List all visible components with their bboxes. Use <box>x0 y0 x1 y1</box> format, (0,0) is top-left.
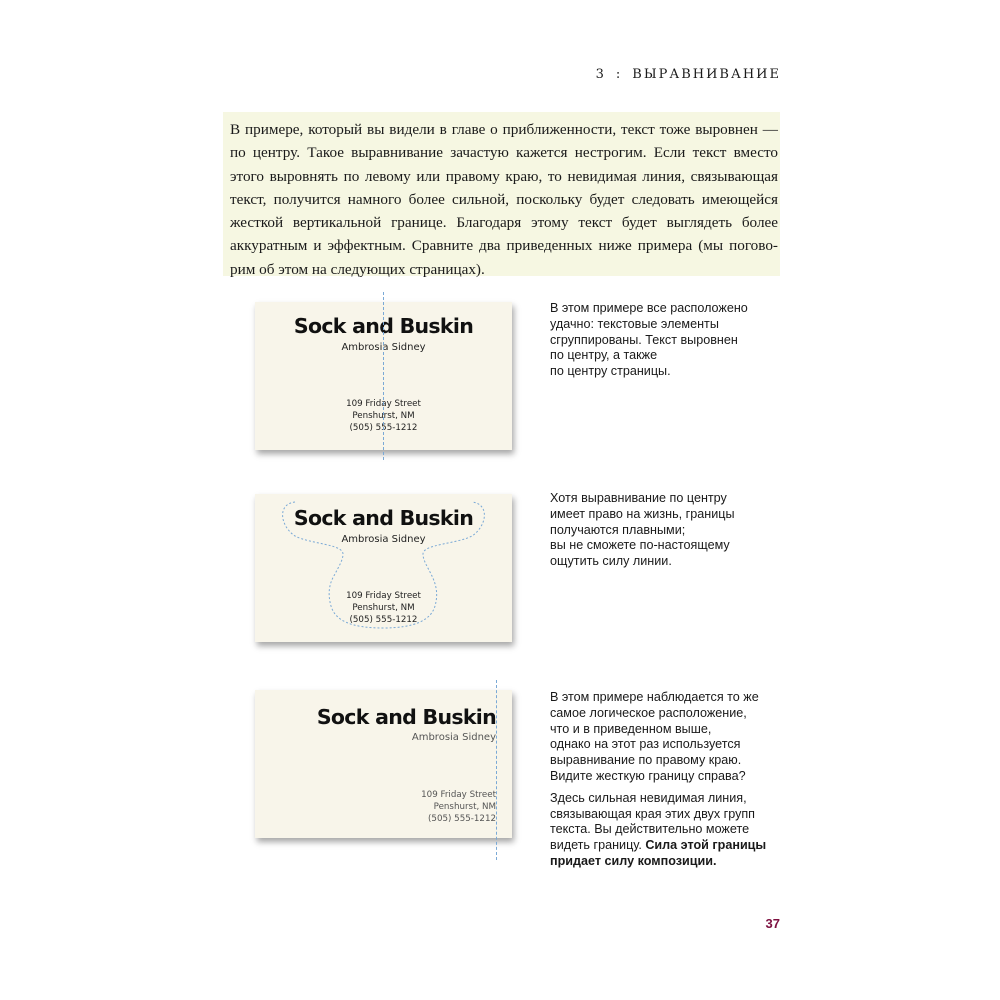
intro-line: жесткой вертикальной границе. Благодаря этому текст будет выглядеть более <box>230 214 778 232</box>
card-name: Ambrosia Sidney <box>341 342 426 353</box>
card-address-line: Penshurst, NM <box>433 802 496 812</box>
card-address-line: Penshurst, NM <box>352 603 415 613</box>
description-line: Видите жесткую границу справа? <box>550 768 746 783</box>
soft-edge-outline <box>255 494 512 642</box>
card-title: Sock and Buskin <box>316 705 496 729</box>
intro-line: по центру. Такое выравнивание зачастую кажется нестрогим. Если текст вместо <box>230 144 778 162</box>
intro-line: текст, получится намного более сильной, поскольку будет следовать имеющейся <box>230 190 778 208</box>
description-line: удачно: текстовые элементы <box>550 316 719 331</box>
description-line: видеть границу. <box>550 838 646 853</box>
description-3 <box>550 690 790 876</box>
card-title: Sock and Buskin <box>293 314 474 338</box>
business-card-soft-edge <box>255 494 512 642</box>
description-line: В этом примере все расположено <box>550 301 748 315</box>
emphasis-text: Сила этой границы <box>645 838 767 853</box>
intro-line: аккуратным и эффектным. Сравните два приведенных ниже примера (мы погово- <box>230 237 778 255</box>
business-card-right-aligned <box>255 690 512 838</box>
chapter-number: 3 <box>595 67 606 82</box>
page-number: 37 <box>765 916 780 931</box>
right-edge-guide-line <box>496 680 497 860</box>
description-line: связывающая края этих двух групп <box>550 806 756 821</box>
center-guide-line <box>383 292 384 460</box>
description-line: сгруппированы. Текст выровнен <box>550 332 738 347</box>
description-line: самое логическое расположение, <box>550 705 747 720</box>
card-address-line: (505) 555-1212 <box>349 423 418 433</box>
card-name: Ambrosia Sidney <box>411 732 496 743</box>
card-address-line: (505) 555-1212 <box>428 814 496 824</box>
running-head-separator: : <box>615 67 623 82</box>
description-line: однако на этот раз используется <box>550 737 741 752</box>
description-line: Здесь сильная невидимая линия, <box>550 790 747 805</box>
description-paragraph <box>550 690 790 785</box>
card-address-line: 109 Friday Street <box>346 399 421 409</box>
card-name: Ambrosia Sidney <box>341 534 426 545</box>
description-line: вы не сможете по-настоящему <box>550 538 730 553</box>
intro-line: В примере, который вы видели в главе о приближенности, текст тоже выровнен — <box>230 121 778 138</box>
description-line: по центру страницы. <box>550 364 671 379</box>
card-address-line: 109 Friday Street <box>346 591 421 601</box>
description-line: выравнивание по правому краю. <box>550 753 742 768</box>
card-address-line: Penshurst, NM <box>352 411 415 421</box>
description-line: ощутить силу линии. <box>550 554 672 569</box>
intro-paragraph <box>223 112 780 276</box>
running-head <box>596 67 781 82</box>
chapter-title: ВЫРАВНИВАНИЕ <box>632 67 781 82</box>
description-line: что и в приведенном выше, <box>550 721 712 736</box>
description-line: Хотя выравнивание по центру <box>550 491 727 505</box>
emphasis-text: придает силу композиции. <box>550 853 717 868</box>
description-line: получаются плавными; <box>550 522 686 537</box>
card-title: Sock and Buskin <box>293 506 474 530</box>
intro-line: рим об этом на следующих страницах). <box>230 260 485 278</box>
description-line: текста. Вы действительно можете <box>550 822 750 837</box>
description-paragraph <box>550 791 790 870</box>
intro-line: этого выровнять по левому или правому краю, то невидимая линия, связывающая <box>230 167 778 185</box>
card-address-line: (505) 555-1212 <box>349 615 418 625</box>
description-1 <box>550 301 790 380</box>
description-line: по центру, а также <box>550 348 658 363</box>
description-line: В этом примере наблюдается то же <box>550 690 759 704</box>
card-address-line: 109 Friday Street <box>421 790 496 800</box>
description-2 <box>550 491 790 570</box>
description-line: имеет право на жизнь, границы <box>550 506 735 521</box>
